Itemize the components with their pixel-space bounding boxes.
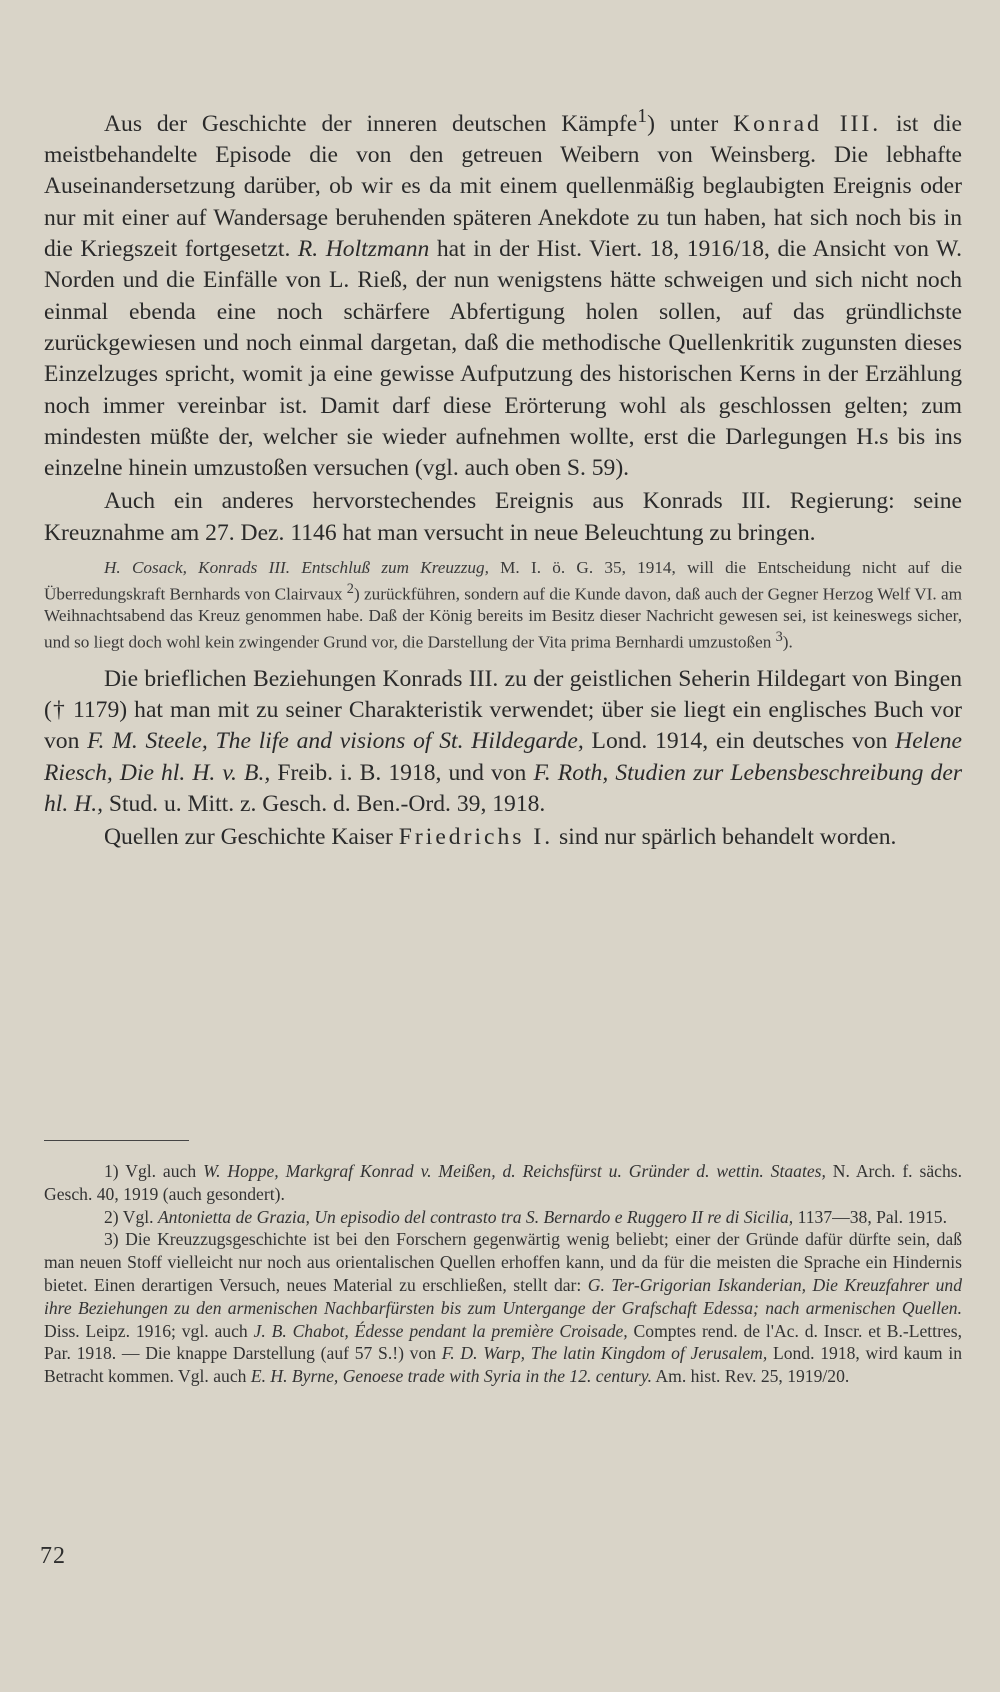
text-run: Quellen zur Geschichte Kaiser [104, 824, 399, 851]
text-run: 3) Die Kreuzzugsgeschichte ist bei den Forschern gegenwärtig wenig beliebt; einer der Gründe dafür dürfte sein, daß man neuen Stoff vielleicht nur noch aus orientalischen Quellen erhoffen kann, und da für die meisten die Sprache ein Hindernis bietet. Einen derartigen Versuch, neues Material zu erschließen, stellt dar: [44, 1229, 962, 1295]
main-text [44, 101, 962, 853]
text-run: M. I. ö. G. 35, 1914, will die Entscheidung nicht auf die Überredungskraft Bernhards von Clairvaux [44, 558, 962, 604]
text-run: Stud. u. Mitt. z. Gesch. d. Ben.-Ord. 39, 1918. [102, 790, 546, 817]
author-holtzmann: R. Holtzmann [297, 236, 430, 263]
konrad-spaced-name: Konrad III. [733, 110, 882, 137]
friedrich-spaced-name: Friedrichs I. [398, 824, 554, 851]
note-cosack [44, 557, 962, 654]
text-run: ) unter [647, 110, 734, 137]
text-run: Lond. 1914, ein deutsches von [583, 728, 896, 755]
footnote-divider [44, 1140, 189, 1141]
text-run: hat in der Hist. Viert. 18, 1916/18, die Ansicht von W. Norden und die Einfälle von L. Rieß, der nun wenigstens hätte schweigen und sich nicht noch einmal ebenda eine noch schärfere Abfertigung holen sollen, auf das gründlichste zurückgewiesen und noch einmal dargetan, daß die methodische Quellenkritik zugunsten dieses Einzelzuges spricht, womit ja eine gewisse Aufputzung des historischen Kerns in der Erzählung noch immer vereinbar ist. Damit darf diese Erörterung wohl als geschlossen gelten; zum mindesten müßte der, welcher sie wieder aufnehmen wollte, erst die Darlegungen H.s bis ins einzelne hinein umzustoßen versuchen (vgl. auch oben S. 59). [44, 236, 962, 482]
footnote-ref-2: 2 [346, 580, 354, 597]
paragraph-hildegart [44, 664, 962, 820]
footnote-1 [44, 1160, 962, 1206]
text-run: 2) Vgl. [104, 1206, 158, 1227]
paragraph-kreuznahme: Auch ein anderes hervorstechendes Ereignis aus Konrads III. Regierung: seine Kreuznahme am 27. Dez. 1146 hat man versucht in neue Beleuchtung zu bringen. [44, 488, 962, 546]
text-run: Am. hist. Rev. 25, 1919/20. [652, 1366, 850, 1387]
citation-warp: F. D. Warp, The latin Kingdom of Jerusalem, [441, 1343, 768, 1364]
citation-chabot: J. B. Chabot, Édesse pendant la première Croisade, [253, 1320, 628, 1341]
paragraph-friedrich [44, 822, 962, 853]
text-run: Aus der Geschichte der inneren deutschen Kämpfe [104, 110, 638, 137]
paragraph-weinsberg [44, 101, 962, 484]
text-run: 1137—38, Pal. 1915. [793, 1206, 947, 1227]
text-run: N. Arch. f. sächs. Gesch. 40, 1919 (auch gesondert). [44, 1161, 962, 1204]
footnotes [44, 1160, 962, 1388]
citation-grazia: Antonietta de Grazia, Un episodio del contrasto tra S. Bernardo e Ruggero II re di Sicilia, [157, 1206, 794, 1227]
text-run: ) zurückführen, sondern auf die Kunde davon, daß auch der Gegner Herzog Welf VI. am Weihnachtsabend das Kreuz genommen habe. Daß der König bereits im Besitz dieser Nachricht gewesen sei, ist keineswegs sicher, und so liegt doch wohl kein zwingender Grund vor, die Darstellung der Vita prima Bernhardi umzustoßen [44, 584, 962, 652]
text-run: Lond. 1918, wird kaum in Betracht kommen. Vgl. auch [44, 1343, 962, 1387]
text-run: ). [782, 632, 793, 652]
footnote-3 [44, 1228, 962, 1388]
text-run: Freib. i. B. 1918, und von [270, 759, 534, 786]
footnote-2 [44, 1206, 962, 1229]
text-run: 1) Vgl. auch [104, 1161, 204, 1181]
citation-hoppe: W. Hoppe, Markgraf Konrad v. Meißen, d. Reichsfürst u. Gründer d. wettin. Staates, [203, 1161, 826, 1181]
text-run: Comptes rend. de l'Ac. d. Inscr. et B.-Lettres, Par. 1918. — Die knappe Darstellung (auf 57 S.!) von [44, 1320, 962, 1364]
page-number: 72 [40, 1543, 66, 1569]
footnote-ref-3: 3 [775, 629, 783, 646]
text-run: sind nur spärlich behandelt worden. [553, 824, 897, 851]
citation-steele: F. M. Steele, The life and visions of St. Hildegarde, [87, 728, 584, 755]
author-cosack: H. Cosack, Konrads III. Entschluß zum Kreuzzug, [104, 558, 489, 578]
text-run: ist die meistbehandelte Episode die von den getreuen Weibern von Weinsberg. Die lebhafte Auseinandersetzung darüber, ob wir es da mit einem quellenmäßig beglaubigten Ereignis oder nur mit einer auf Wandersage beruhenden späteren Anekdote zu tun haben, hat sich noch bis in die Kriegszeit fortgesetzt. [44, 110, 962, 263]
text-run: Die brieflichen Beziehungen Konrads III. zu der geistlichen Seherin Hildegart von Bingen († 1179) hat man mit zu seiner Charakteristik verwendet; über sie liegt ein englisches Buch vor von [44, 665, 962, 755]
citation-roth: F. Roth, Studien zur Lebensbeschreibung der hl. H., [44, 759, 962, 817]
citation-riesch: Helene Riesch, Die hl. H. v. B., [44, 728, 962, 786]
citation-iskanderian: G. Ter-Grigorian Iskanderian, Die Kreuzfahrer und ihre Beziehungen zu den armenischen Nachbarfürsten bis zum Untergange der Grafschaft Edessa; nach armenischen Quellen. [44, 1274, 962, 1318]
text-run: Diss. Leipz. 1916; vgl. auch [44, 1320, 254, 1341]
citation-byrne: E. H. Byrne, Genoese trade with Syria in the 12. century. [250, 1366, 652, 1387]
footnote-ref-1: 1 [637, 105, 648, 127]
